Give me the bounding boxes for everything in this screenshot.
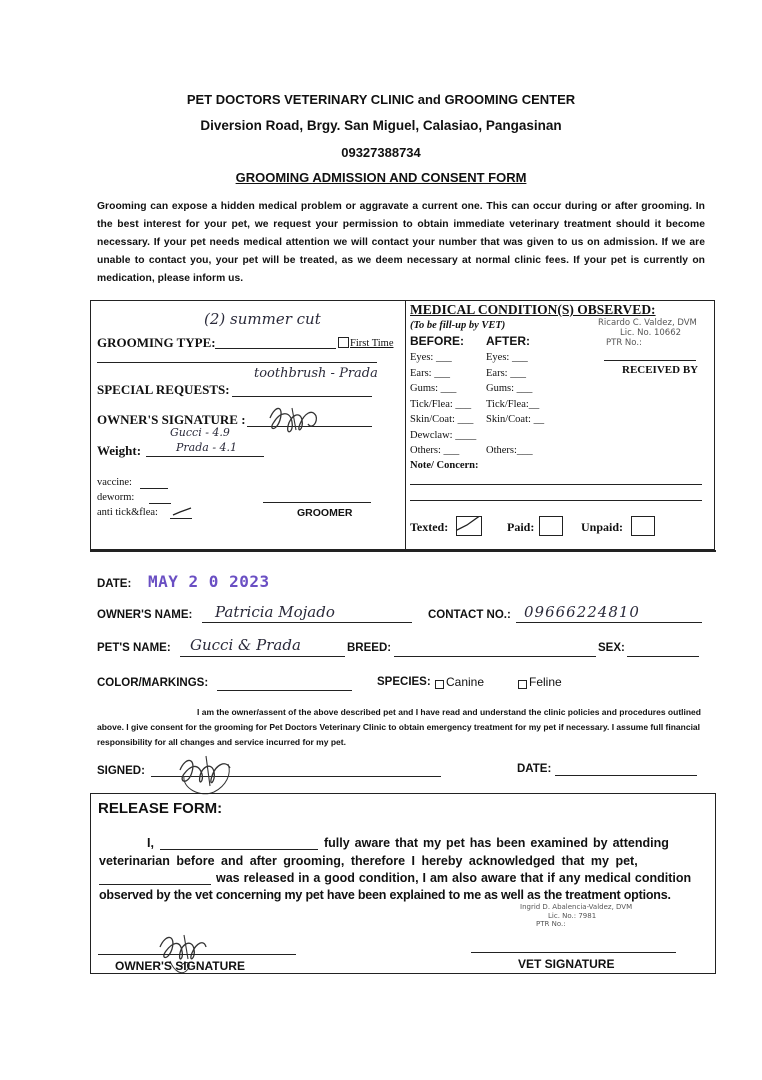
- after-eyes: Eyes: ___: [486, 352, 528, 363]
- release-vet-stamp-ptr: PTR No.:: [536, 920, 566, 928]
- clinic-address: Diversion Road, Brgy. San Miguel, Calasiao, Pangasinan: [200, 118, 562, 133]
- before-ears: Ears: ___: [410, 367, 450, 379]
- weight-value-gucci: Gucci - 4.9: [170, 426, 230, 439]
- medical-subtitle: (To be fill-up by VET): [410, 320, 506, 331]
- received-by-line: [604, 360, 696, 361]
- after-gums: Gums: ___: [486, 383, 533, 394]
- first-time-checkbox[interactable]: [338, 337, 349, 348]
- owner-signature-release-line: [98, 954, 296, 955]
- texted-checkbox[interactable]: [456, 516, 482, 536]
- owner-name-value: Patricia Mojado: [215, 603, 335, 621]
- feline-checkbox[interactable]: [518, 680, 527, 689]
- release-text-1: fully aware that my pet has been examined by attending: [324, 836, 669, 850]
- groomer-line: [263, 502, 371, 503]
- contact-label: CONTACT NO.:: [428, 609, 511, 621]
- weight-value-prada: Prada - 4.1: [176, 441, 238, 454]
- release-text-4: observed by the vet concerning my pet have been explained to me as well as the treatment options.: [99, 888, 671, 902]
- anti-tick-label: anti tick&flea:: [97, 507, 158, 518]
- release-pet-line: [99, 884, 211, 885]
- canine-label: Canine: [446, 675, 485, 689]
- contact-value: 09666224810: [524, 603, 640, 621]
- color-label: COLOR/MARKINGS:: [97, 677, 209, 689]
- date-stamp: MAY 2 0 2023: [148, 572, 270, 591]
- feline-label: Feline: [529, 675, 562, 689]
- sex-line: [627, 656, 699, 657]
- vet-signature-label: VET SIGNATURE: [518, 957, 615, 971]
- special-requests-value: toothbrush - Prada: [254, 366, 378, 381]
- owner-name-label: OWNER'S NAME:: [97, 609, 193, 621]
- after-ears: Ears: ___: [486, 367, 526, 379]
- before-gums: Gums: ___: [410, 383, 457, 394]
- vaccine-line: [140, 488, 168, 489]
- release-text-2: veterinarian before and after grooming, therefore I hereby acknowledged that my pet,: [99, 854, 638, 868]
- vet-stamp-ptr: PTR No.:: [606, 338, 642, 348]
- unpaid-label: Unpaid:: [581, 520, 624, 534]
- after-column: [486, 350, 544, 459]
- date-label: DATE:: [97, 578, 132, 590]
- special-requests-label: SPECIAL REQUESTS:: [97, 382, 230, 397]
- before-others: Others: ___: [410, 445, 460, 456]
- vaccine-label: vaccine:: [97, 477, 132, 488]
- paid-checkbox[interactable]: [539, 516, 563, 536]
- unpaid-checkbox[interactable]: [631, 516, 655, 536]
- release-vet-stamp-name: Ingrid D. Abalencia-Valdez, DVM: [520, 903, 633, 911]
- release-vet-stamp: [520, 903, 632, 929]
- vet-signature-line: [471, 952, 676, 953]
- anti-tick-check-mark: [171, 506, 193, 518]
- intro-paragraph: Grooming can expose a hidden medical problem or aggravate a current one. This can occur during or after grooming. In the best interest for your pet, we request your permission to obtain immediate veterinary treatment should it become necessary. If your pet needs medical attention we will contact your number that was given to us on admission. If we are unable to contact you, your pet will be treated, as we deem necessary at normal clinic fees. If your pet is currently on medication, please inform us.: [97, 201, 705, 284]
- anti-tick-line: [170, 518, 192, 519]
- note-line-2: [410, 500, 702, 501]
- owner-signature-label: OWNER'S SIGNATURE :: [97, 412, 246, 427]
- pet-name-label: PET'S NAME:: [97, 642, 171, 654]
- release-text-i: I,: [147, 836, 154, 850]
- release-owner-signature-scribble: [152, 925, 212, 985]
- after-others: Others:___: [486, 445, 533, 456]
- after-label: AFTER:: [486, 334, 530, 348]
- after-skin-coat: Skin/Coat: __: [486, 414, 545, 425]
- owner-name-line: [202, 622, 412, 623]
- box-bottom-rule: [90, 550, 716, 552]
- texted-check-mark: [457, 517, 481, 535]
- grooming-extra-line: [97, 362, 377, 363]
- special-requests-line: [232, 396, 372, 397]
- paid-label: Paid:: [507, 520, 535, 534]
- after-tick-flea: Tick/Flea:__: [486, 398, 540, 410]
- release-text-3: was released in a good condition, I am also aware that if any medical condition: [216, 871, 692, 885]
- texted-label: Texted:: [410, 520, 449, 534]
- release-name-line: [160, 849, 318, 850]
- release-bottom-rule: [90, 973, 716, 974]
- before-label: BEFORE:: [410, 334, 464, 348]
- breed-line: [394, 656, 596, 657]
- owner-signature-scribble: [262, 400, 324, 442]
- note-line-1: [410, 484, 702, 485]
- weight-line: [146, 456, 264, 457]
- owner-signature-release-label: OWNER'S SIGNATURE: [115, 959, 245, 973]
- received-by-label: RECEIVED BY: [622, 364, 699, 376]
- deworm-label: deworm:: [97, 492, 135, 503]
- vet-stamp-lic: Lic. No. 10662: [620, 328, 682, 338]
- release-title: RELEASE FORM:: [98, 800, 223, 817]
- before-column: [410, 350, 476, 459]
- species-label: SPECIES:: [377, 676, 431, 688]
- first-time-label: First Time: [350, 338, 394, 349]
- clinic-name: PET DOCTORS VETERINARY CLINIC and GROOMING CENTER: [186, 92, 576, 107]
- pet-name-line: [180, 656, 345, 657]
- vet-stamp-top: [598, 318, 697, 348]
- weight-label: Weight:: [97, 443, 142, 458]
- medical-title: MEDICAL CONDITION(S) OBSERVED:: [410, 302, 656, 317]
- before-skin-coat: Skin/Coat: ___: [410, 414, 474, 425]
- color-line: [217, 690, 352, 691]
- sex-label: SEX:: [598, 642, 625, 654]
- grooming-type-line: [215, 348, 336, 349]
- clinic-phone: 09327388734: [341, 145, 421, 160]
- canine-checkbox[interactable]: [435, 680, 444, 689]
- date2-line: [555, 775, 697, 776]
- note-concern-label: Note/ Concern:: [410, 460, 479, 471]
- release-vet-stamp-lic: Lic. No.: 7981: [548, 911, 597, 920]
- signed-label: SIGNED:: [97, 765, 145, 777]
- consent-paragraph: I am the owner/assent of the above described pet and I have read and understand the clinic policies and procedures outlined above. I give consent for the grooming for Pet Doctors Veterinary Clinic to obtain emergency treatment for my pet if necessary. I assume full financial responsibility for all changes and service incurred for my pet.: [97, 707, 701, 747]
- deworm-line: [149, 503, 171, 504]
- form-title: GROOMING ADMISSION AND CONSENT FORM: [235, 170, 527, 185]
- groomer-label: GROOMER: [297, 507, 353, 519]
- grooming-type-value: (2) summer cut: [204, 310, 321, 328]
- before-eyes: Eyes: ___: [410, 352, 452, 363]
- before-dewclaw: Dewclaw: ____: [410, 429, 477, 441]
- pet-name-value: Gucci & Prada: [190, 636, 301, 654]
- contact-line: [516, 622, 702, 623]
- date2-label: DATE:: [517, 763, 552, 775]
- breed-label: BREED:: [347, 642, 392, 654]
- before-tick-flea: Tick/Flea: ___: [410, 398, 472, 410]
- vet-stamp-name: Ricardo C. Valdez, DVM: [598, 318, 697, 328]
- grooming-type-label: GROOMING TYPE:: [97, 335, 216, 350]
